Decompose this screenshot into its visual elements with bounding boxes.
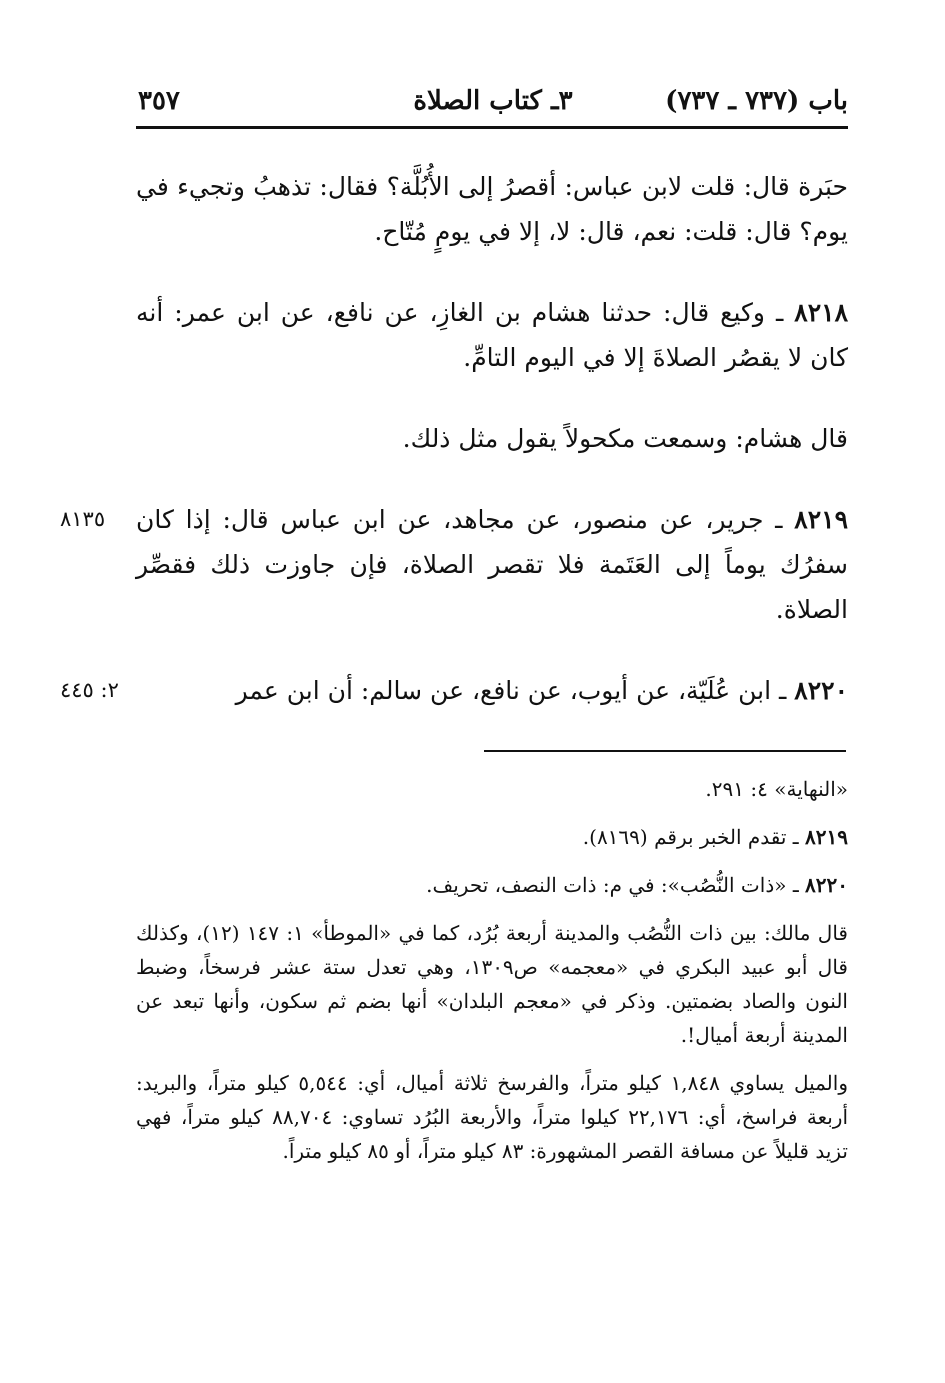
hadith-number: ٨٢١٩ [794,505,848,534]
footnote-text: قال مالك: بين ذات النُّصُب والمدينة أربعة بُرُد، كما في «الموطأ» ١: ١٤٧ (١٢)، وكذلك قال أبو عبيد البكري في «معجمه» ص١٣٠٩، وهي تعدل ستة عشر فرسخاً، وضبط النون والصاد بضمتين. وذكر في «معجم البلدان» أنها بضم ثم سكون، وأنها تبعد عن المدينة أربعة أميال!. [136,921,848,1047]
paragraph-3 [136,416,848,461]
margin-reference: ٢: ٤٤٥ [60,678,119,702]
hadith-number: ٨٢١٨ [794,298,849,327]
header-rule [136,126,848,129]
paragraph-3-text: قال هشام: وسمعت مكحولاً يقول مثل ذلك. [402,424,848,453]
footnote-text: «النهاية» ٤: ٢٩١. [705,777,848,801]
paragraph-1 [136,164,848,254]
hadith-number: ٨٢٢٠ [794,676,848,705]
paragraph-8220 [60,668,848,713]
footnote-text: ـ «ذات النُّصُب»: في م: ذات النصف، تحريف. [426,873,799,897]
paragraph-8218 [136,290,848,380]
footnote-4 [136,916,848,1052]
footnote-1 [136,772,848,806]
footnote-number: ٨٢٢٠ [805,873,848,897]
page-header [138,86,848,126]
paragraph-1-text: حبَرة قال: قلت لابن عباس: أقصرُ إلى الأُبُلَّة؟ فقال: تذهبُ وتجيء في يوم؟ قال: قلت: نعم، قال: لا، إلا في يومٍ مُتّاح. [136,172,848,246]
paragraph-8219 [60,497,848,632]
footnote-text: والميل يساوي ١,٨٤٨ كيلو متراً، والفرسخ ثلاثة أميال، أي: ٥,٥٤٤ كيلو متراً، والبريد: أربعة فراسخ، أي: ٢٢,١٧٦ كيلوا متراً، والأربعة البُرُد تساوي: ٨٨,٧٠٤ كيلو متراً، فهي تزيد قليلاً عن مسافة القصر المشهورة: ٨٣ كيلو متراً، أو ٨٥ كيلو متراً. [136,1071,849,1163]
footnote-8220 [136,868,848,902]
footnote-text: ـ تقدم الخبر برقم (٨١٦٩). [582,825,799,849]
main-text [60,164,849,749]
hadith-text: ـ وكيع قال: حدثنا هشام بن الغازِ، عن نافع، عن ابن عمر: أنه كان لا يقصُر الصلاةَ إلا في اليوم التامِّ. [136,298,848,372]
page-number: ٣٥٧ [138,86,180,116]
margin-reference: ٨١٣٥ [60,507,106,531]
footnote-5 [136,1066,848,1168]
hadith-text: ـ ابن عُلَيّة، عن أيوب، عن نافع، عن سالم: أن ابن عمر [235,676,787,705]
chapter-range: باب (٧٣٧ ـ ٧٣٧) [665,86,848,116]
footnote-8219 [136,820,848,854]
footnote-rule [484,750,846,752]
footnote-number: ٨٢١٩ [805,825,848,849]
hadith-text: ـ جرير، عن منصور، عن مجاهد، عن ابن عباس قال: إذا كان سفرُك يوماً إلى العَتَمة فلا تقصر الصلاة، فإن جاوزت ذلك فقصِّر الصلاة. [136,505,848,624]
book-title: ٣ـ كتاب الصلاة [413,86,573,116]
footnotes [136,772,848,1182]
